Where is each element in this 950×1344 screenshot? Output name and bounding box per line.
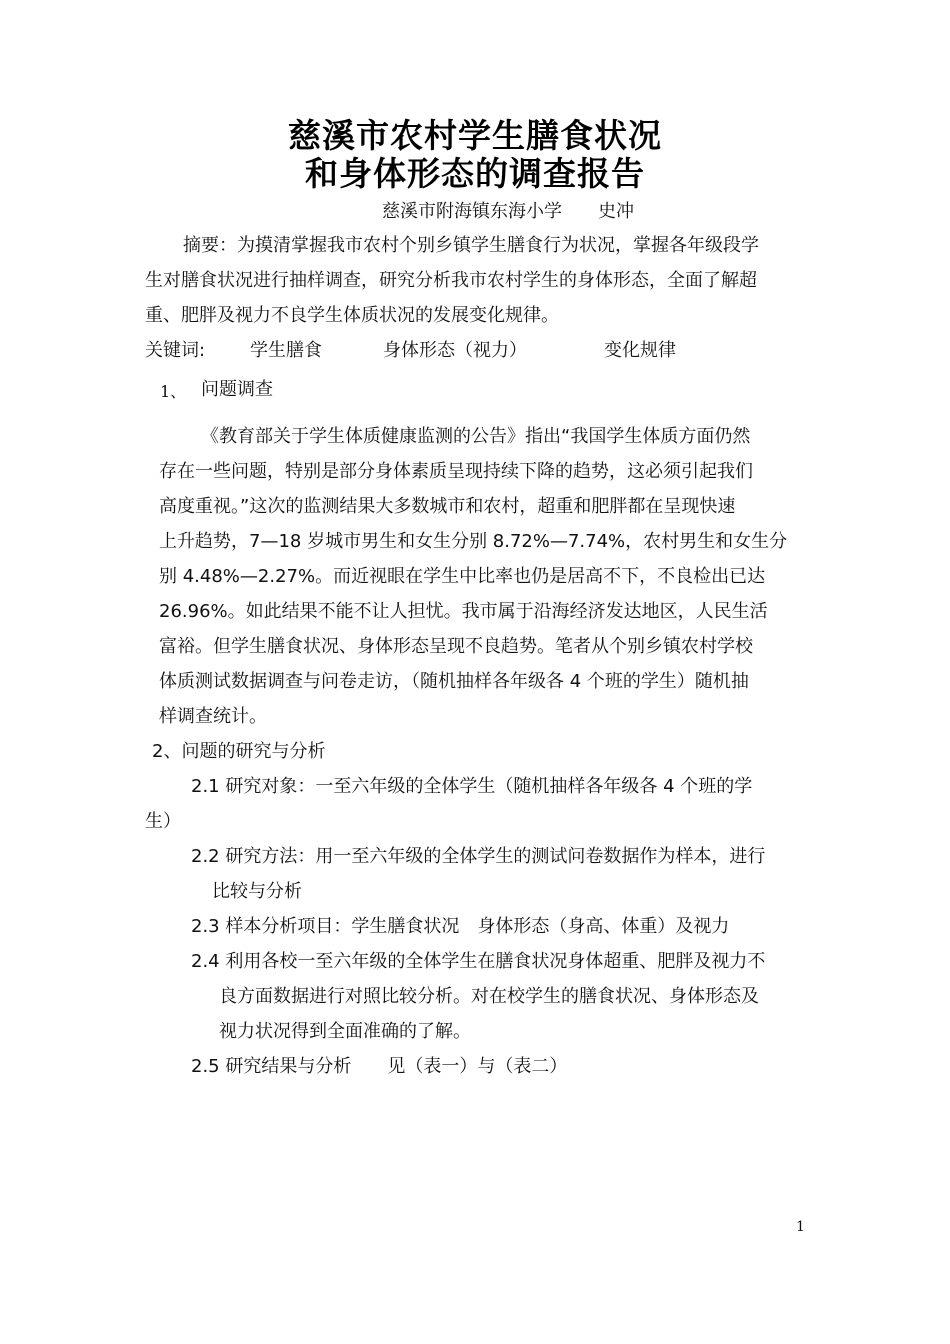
title-line-2: 和身体形态的调查报告 (305, 154, 645, 193)
para-1-line-6: 26.96%。如此结果不能不让人担忧。我市属于沿海经济发达地区，人民生活 (159, 601, 768, 622)
para-1-line-7: 富裕。但学生膳食状况、身体形态呈现不良趋势。笔者从个别乡镇农村学校 (159, 636, 753, 657)
para-1-line-4: 上升趋势，7—18 岁城市男生和女生分别 8.72%—7.74%，农村男生和女生分 (159, 531, 788, 552)
item-2-2-line-1: 2.2 研究方法：用一至六年级的全体学生的测试问卷数据作为样本，进行 (191, 846, 766, 867)
keywords-label: 关键词: (145, 340, 206, 361)
item-2-1-line-2: 生） (145, 811, 181, 832)
section-1-title: 问题调查 (201, 379, 273, 400)
para-1-line-3: 高度重视。”这次的监测结果大多数城市和农村，超重和肥胖都在呈现快速 (159, 496, 736, 517)
para-1-line-1: 《教育部关于学生体质健康监测的公告》指出“我国学生体质方面仍然 (201, 426, 751, 447)
item-2-5: 2.5 研究结果与分析 见（表一）与（表二） (191, 1056, 568, 1077)
keyword-3: 变化规律 (604, 340, 676, 361)
title-line-1: 慈溪市农村学生膳食状况 (288, 116, 662, 155)
author-line: 慈溪市附海镇东海小学 史冲 (382, 201, 634, 222)
abstract-line-3: 重、肥胖及视力不良学生体质状况的发展变化规律。 (145, 305, 559, 326)
item-2-4-line-1: 2.4 利用各校一至六年级的全体学生在膳食状况身体超重、肥胖及视力不 (191, 951, 766, 972)
item-2-4-line-3: 视力状况得到全面准确的了解。 (219, 1021, 471, 1042)
para-1-line-9: 样调查统计。 (159, 706, 267, 727)
abstract-line-2: 生对膳食状况进行抽样调查，研究分析我市农村学生的身体形态，全面了解超 (145, 270, 757, 291)
abstract-line-1: 摘要：为摸清掌握我市农村个别乡镇学生膳食行为状况，掌握各年级段学 (183, 235, 759, 256)
page-number: 1 (796, 1219, 805, 1235)
para-1-line-5: 别 4.48%—2.27%。而近视眼在学生中比率也仍是居高不下，不良检出已达 (159, 566, 766, 587)
item-2-3: 2.3 样本分析项目：学生膳食状况 身体形态（身高、体重）及视力 (191, 916, 730, 937)
keyword-2: 身体形态（视力） (383, 340, 527, 361)
para-1-line-8: 体质测试数据调查与问卷走访，（随机抽样各年级各 4 个班的学生）随机抽 (159, 671, 749, 692)
item-2-1-line-1: 2.1 研究对象：一至六年级的全体学生（随机抽样各年级各 4 个班的学 (191, 776, 753, 797)
keyword-1: 学生膳食 (250, 340, 322, 361)
item-2-2-line-2: 比较与分析 (212, 881, 302, 902)
item-2-4-line-2: 良方面数据进行对照比较分析。对在校学生的膳食状况、身体形态及 (219, 986, 759, 1007)
section-2-heading: 2、问题的研究与分析 (152, 741, 326, 762)
para-1-line-2: 存在一些问题，特别是部分身体素质呈现持续下降的趋势，这必须引起我们 (159, 461, 753, 482)
section-1-number: 1、 (160, 382, 187, 401)
